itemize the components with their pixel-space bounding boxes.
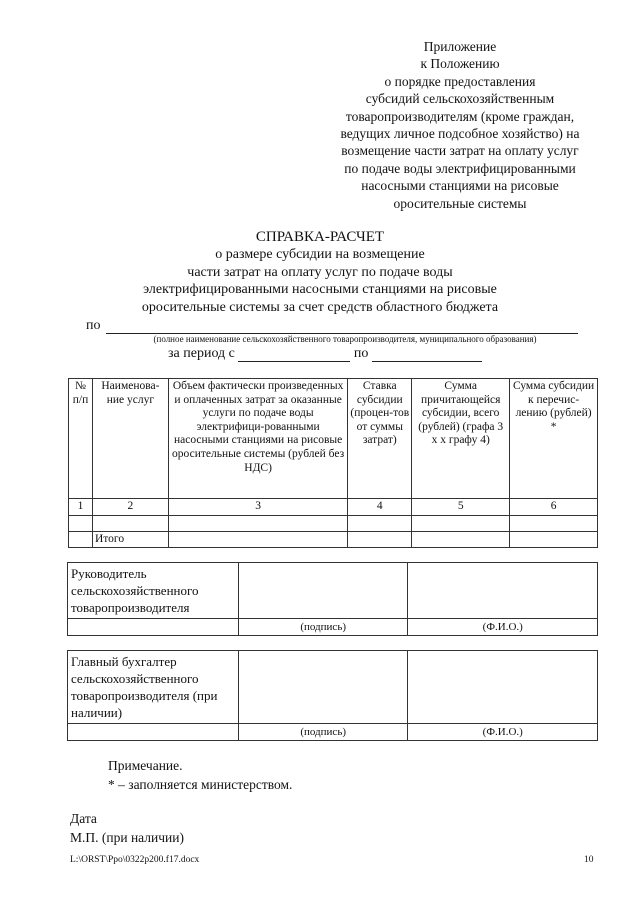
recipient-name-hint: (полное наименование сельскохозяйственного товаропроизводителя, муниципального образования) (153, 334, 537, 344)
accountant-fio-field[interactable] (408, 651, 598, 724)
header-cell: Сумма субсидии к перечис-лению (рублей) * (510, 379, 598, 499)
title-block (0, 228, 640, 316)
header-cell: Объем фактически произведенных и оплаченных затрат за оказанные услуги по подаче воды электрифици-рованными насосными станциями на рисовые оросительные системы (рублей без НДС) (168, 379, 347, 499)
table-cell (68, 619, 239, 636)
stamp-label: М.П. (при наличии) (70, 830, 184, 845)
table-header-row (69, 379, 598, 499)
subtitle-line: части затрат на оплату услуг по подаче воды (187, 264, 453, 280)
column-number: 1 (69, 499, 93, 516)
signature-caption: (подпись) (238, 724, 408, 741)
appendix-line: насосными станциями на рисовые (361, 178, 559, 194)
table-cell[interactable] (348, 515, 412, 531)
column-number: 6 (510, 499, 598, 516)
appendix-line: ведущих личное подсобное хозяйство) на (340, 126, 580, 142)
column-number: 5 (412, 499, 510, 516)
table-cell[interactable] (168, 515, 347, 531)
appendix-block (300, 38, 620, 212)
table-cell (68, 724, 239, 741)
file-path: L:\ORST\Ppo\0322p200.f17.docx (70, 855, 200, 865)
header-cell: Наименова-ние услуг (92, 379, 168, 499)
header-cell: Сумма причитающейся субсидии, всего (рублей) (графа 3 х х графу 4) (412, 379, 510, 499)
date-label: Дата (70, 811, 97, 826)
po-label: по (86, 318, 101, 333)
subtitle-line: о размере субсидии на возмещение (215, 247, 425, 262)
signature-caption-row (68, 724, 598, 741)
subtitle-line: оросительные системы за счет средств областного бюджета (141, 299, 499, 315)
signature-caption-row (68, 619, 598, 636)
head-signature-table (67, 562, 598, 636)
appendix-line: о порядке предоставления (384, 73, 536, 89)
header-cell: Ставка субсидии (процен-тов от суммы затрат) (348, 379, 412, 499)
total-row (69, 531, 598, 548)
note-title: Примечание. (108, 758, 183, 773)
table-cell (69, 531, 93, 548)
table-cell[interactable] (412, 515, 510, 531)
accountant-signature-field[interactable] (238, 651, 408, 724)
note-text: * – заполняется министерством. (108, 777, 293, 792)
appendix-line: товаропроизводителям (кроме граждан, (345, 108, 575, 124)
column-number: 4 (348, 499, 412, 516)
column-number: 3 (168, 499, 347, 516)
appendix-line: возмещение части затрат на оплату услуг (341, 143, 579, 159)
total-label: Итого (92, 531, 168, 548)
date-block (70, 809, 184, 847)
signature-caption: (подпись) (238, 619, 408, 636)
signature-row (68, 651, 598, 724)
page-number: 10 (584, 855, 594, 865)
calculation-table (68, 378, 598, 548)
accountant-signature-table (67, 650, 598, 741)
subtitle-line: электрифицированными насосными станциями на рисовые (143, 282, 497, 297)
signature-row (68, 563, 598, 619)
table-cell[interactable] (348, 531, 412, 548)
period-from-field[interactable] (238, 347, 350, 362)
fio-caption: (Ф.И.О.) (408, 724, 598, 741)
column-number-row (69, 499, 598, 516)
period-from-label: за период с (168, 346, 235, 361)
head-signature-field[interactable] (238, 563, 408, 619)
period-line (168, 346, 482, 362)
table-cell[interactable] (92, 515, 168, 531)
document-title: СПРАВКА-РАСЧЕТ (255, 229, 385, 245)
table-cell[interactable] (168, 531, 347, 548)
header-cell: № п/п (69, 379, 93, 499)
head-label: Руководитель сельскохозяйственного товаропроизводителя (68, 563, 239, 619)
appendix-line: по подаче воды электрифицированными (344, 160, 576, 176)
head-fio-field[interactable] (408, 563, 598, 619)
appendix-line: Приложение (423, 39, 497, 54)
table-row (69, 515, 598, 531)
period-to-field[interactable] (372, 347, 482, 362)
period-to-label: по (353, 346, 369, 361)
fio-caption: (Ф.И.О.) (408, 619, 598, 636)
table-cell[interactable] (412, 531, 510, 548)
accountant-label: Главный бухгалтер сельскохозяйственного товаропроизводителя (при наличии) (68, 651, 239, 724)
column-number: 2 (92, 499, 168, 516)
appendix-line: субсидий сельскохозяйственным (365, 91, 555, 107)
table-cell[interactable] (69, 515, 93, 531)
table-cell[interactable] (510, 531, 598, 548)
table-cell[interactable] (510, 515, 598, 531)
appendix-line: оросительные системы (393, 195, 527, 211)
appendix-line: к Положению (420, 56, 500, 72)
note-block (108, 756, 292, 794)
